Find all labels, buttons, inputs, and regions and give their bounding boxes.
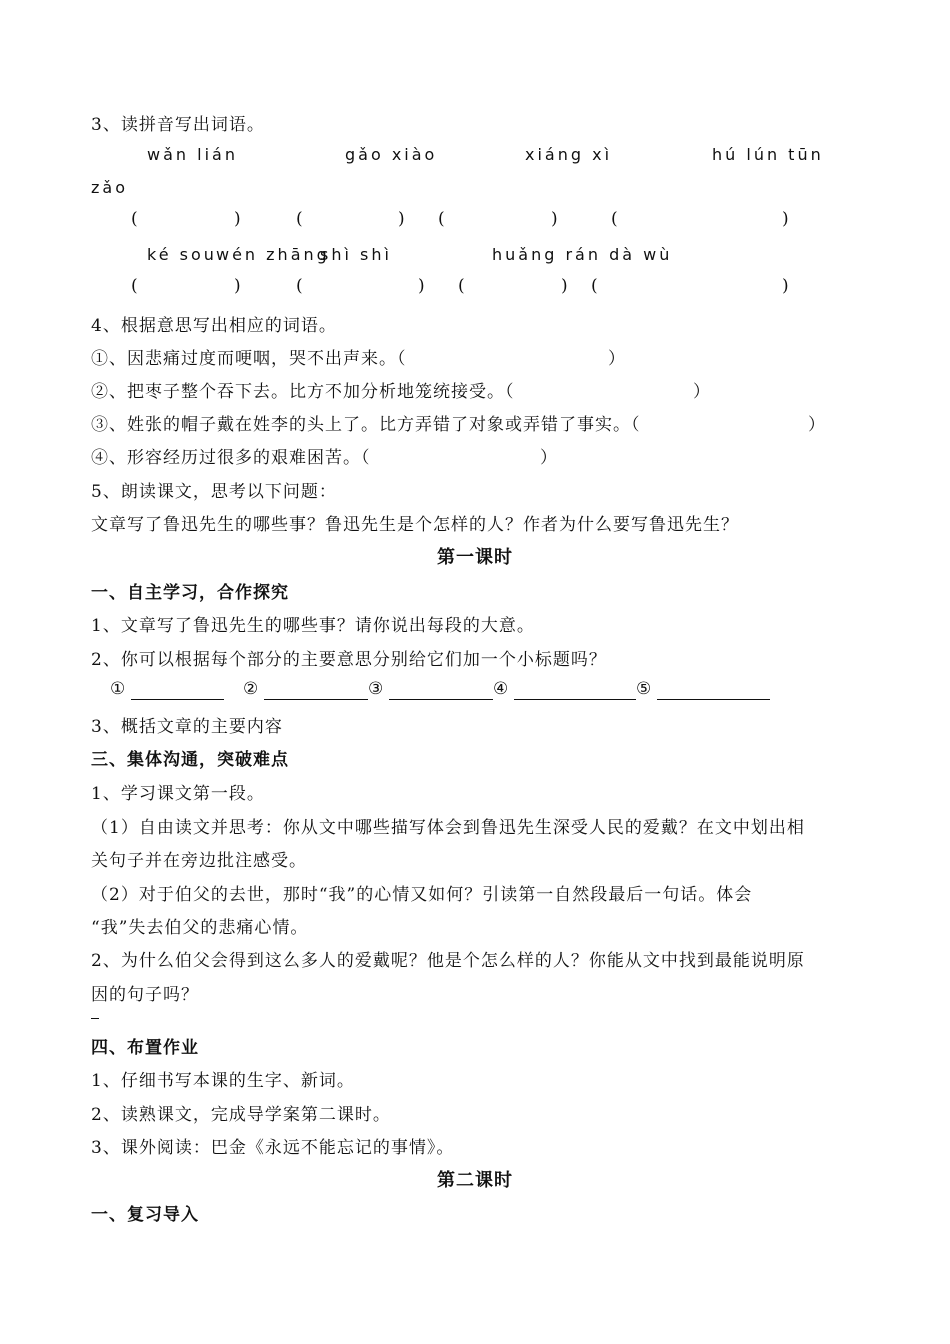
q4-item-1-close: ）	[608, 349, 626, 369]
answer-blank	[514, 699, 636, 700]
q5-question: 文章写了鲁迅先生的哪些事？鲁迅先生是个怎样的人？作者为什么要写鲁迅先生？	[91, 515, 739, 535]
answer-blank	[264, 699, 368, 700]
homework-item: 3、课外阅读：巴金《永远不能忘记的事情》。	[91, 1138, 455, 1158]
q5-title: 5、朗读课文，思考以下问题：	[91, 482, 337, 502]
paragraph: 2、你可以根据每个部分的主要意思分别给它们加一个小标题吗？	[91, 650, 607, 670]
circled-number: ①	[110, 679, 126, 699]
answer-paren-close: )	[782, 276, 789, 296]
answer-blank	[657, 699, 770, 700]
paragraph: 因的句子吗？	[91, 985, 199, 1005]
answer-paren-close: )	[418, 276, 425, 296]
circled-number: ⑤	[636, 679, 652, 699]
lesson1-heading: 第一课时	[437, 547, 513, 568]
q4-item-4: ④、形容经历过很多的艰难困苦。（	[91, 448, 371, 468]
answer-blank	[389, 699, 493, 700]
answer-paren-close: )	[234, 276, 241, 296]
answer-paren-open: (	[458, 276, 465, 296]
section-heading: 一、复习导入	[91, 1205, 199, 1225]
q4-title: 4、根据意思写出相应的词语。	[91, 316, 337, 336]
answer-paren-open: (	[131, 209, 138, 229]
answer-paren-close: )	[782, 209, 789, 229]
answer-paren-close: )	[551, 209, 558, 229]
circled-number: ②	[243, 679, 259, 699]
paragraph: 1、学习课文第一段。	[91, 784, 265, 804]
answer-paren-open: (	[611, 209, 618, 229]
section-heading: 四、布置作业	[91, 1038, 199, 1058]
pinyin-item-wrap: zǎo	[91, 178, 128, 197]
pinyin-item: gǎo xiào	[345, 145, 438, 164]
homework-item: 2、读熟课文，完成导学案第二课时。	[91, 1105, 391, 1125]
q4-item-4-close: ）	[540, 448, 558, 468]
answer-paren-close: )	[561, 276, 568, 296]
answer-paren-open: (	[296, 209, 303, 229]
homework-item: 1、仔细书写本课的生字、新词。	[91, 1071, 355, 1091]
paragraph: “我”失去伯父的悲痛心情。	[91, 918, 309, 938]
q3-title: 3、读拼音写出词语。	[91, 115, 265, 135]
paragraph: （1）自由读文并思考：你从文中哪些描写体会到鲁迅先生深受人民的爱戴？在文中划出相	[91, 818, 805, 838]
q4-item-3: ③、姓张的帽子戴在姓李的头上了。比方弄错了对象或弄错了事实。（	[91, 415, 641, 435]
section-heading: 一、自主学习，合作探究	[91, 583, 289, 603]
pinyin-item: ké sou	[147, 245, 217, 264]
q4-item-1: ①、因悲痛过度而哽咽，哭不出声来。（	[91, 349, 407, 369]
pinyin-item: wén zhāng	[216, 245, 330, 264]
section-heading: 三、集体沟通，突破难点	[91, 750, 289, 770]
divider	[91, 1018, 99, 1019]
q4-item-2-close: ）	[693, 382, 711, 402]
answer-paren-open: (	[591, 276, 598, 296]
lesson2-heading: 第二课时	[437, 1170, 513, 1191]
answer-paren-close: )	[398, 209, 405, 229]
q4-item-2: ②、把枣子整个吞下去。比方不加分析地笼统接受。（	[91, 382, 515, 402]
circled-number: ④	[493, 679, 509, 699]
pinyin-item: shì shì	[320, 245, 392, 264]
circled-number: ③	[368, 679, 384, 699]
answer-paren-open: (	[296, 276, 303, 296]
answer-paren-open: (	[131, 276, 138, 296]
q4-item-3-close: ）	[808, 415, 826, 435]
pinyin-item: hú lún tūn	[712, 145, 824, 164]
answer-blank	[131, 699, 224, 700]
answer-paren-open: (	[438, 209, 445, 229]
paragraph: （2）对于伯父的去世，那时“我”的心情又如何？引读第一自然段最后一句话。体会	[91, 885, 753, 905]
paragraph: 2、为什么伯父会得到这么多人的爱戴呢？他是个怎么样的人？你能从文中找到最能说明原	[91, 951, 805, 971]
pinyin-item: huǎng rán dà wù	[492, 245, 673, 264]
answer-paren-close: )	[234, 209, 241, 229]
paragraph: 1、文章写了鲁迅先生的哪些事？请你说出每段的大意。	[91, 616, 535, 636]
paragraph: 3、概括文章的主要内容	[91, 717, 283, 737]
pinyin-item: xiáng xì	[525, 145, 613, 164]
pinyin-item: wǎn lián	[147, 145, 238, 164]
paragraph: 关句子并在旁边批注感受。	[91, 851, 307, 871]
